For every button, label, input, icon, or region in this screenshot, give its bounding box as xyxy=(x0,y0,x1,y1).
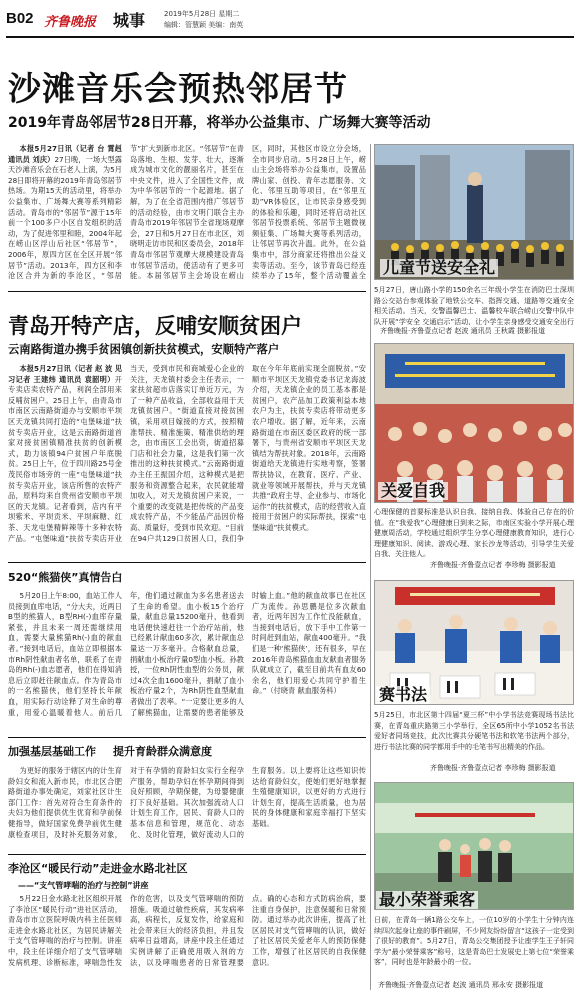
story2-divider xyxy=(8,562,366,563)
story4-title: 加强基层基础工作 xyxy=(8,745,96,758)
story2-byline: 本报5月27日讯（记者 赵 波 见习记者 王建炜 通讯员 袁韶明） xyxy=(8,364,122,384)
photo-calligraphy-credit: 齐鲁晚报·齐鲁壹点记者 李珍梅 摄影报道 xyxy=(430,764,556,772)
lead-subtitle: 2019年青岛邻居节28日开幕，将举办公益集市、广场舞大赛等活动 xyxy=(8,115,431,131)
photo-honor-passenger-caption: 日前，在青岛一辆1路公交车上，一位10岁的小学生十分钟内连续四次起身让座的事件刷屏，不少网友纷纷留言“这孩子一定受到了很好的教育”。5月27日，青岛公交集团授予让座学生王子轩同学为“最小荣誉乘客”称号，这是青岛巴士发展史上第七位“荣誉乘客”，同时也是年龄最小的一位。 xyxy=(374,916,574,966)
story2-body xyxy=(8,364,366,557)
column-divider xyxy=(370,144,371,990)
photo-calligraphy-label: 赛书法 xyxy=(376,686,430,704)
story5-subtitle: ——“支气管哮喘的治疗与控制”讲座 xyxy=(18,881,149,890)
page-number: B02 xyxy=(6,10,34,27)
story4-body xyxy=(8,766,366,849)
story2-title: 青岛开特产店，反哺安顺贫困户 xyxy=(8,314,302,338)
section-name: 城事 xyxy=(113,11,146,30)
photo-self-care-caption: 心理保健的首要标准是认识自我、接纳自我、体验自己存在的价值。在“我爱我”心理健康日到来之际，市南区实验小学开展心理健康周活动，学校通过组织学生分享心理健康教育知识，进行心理健康知识、阅读、游戏心理、家长沙龙等活动，引导学生关爱自我、关注他人。 xyxy=(374,508,574,558)
photo-honor-passenger-label: 最小荣誉乘客 xyxy=(376,891,478,909)
page-header xyxy=(6,6,574,36)
photo-honor-passenger-credit: 齐鲁晚报·齐鲁壹点记者 赵波 通讯员 邢永安 摄影报道 xyxy=(378,981,544,989)
story3-body xyxy=(8,591,366,733)
photo-self-care-credit: 齐鲁晚报·齐鲁壹点记者 李珍梅 摄影报道 xyxy=(430,561,556,569)
newspaper-logo: 齐鲁晚报 xyxy=(44,15,97,30)
story3-title: 520“熊猫侠”真情告白 xyxy=(8,571,123,584)
lead-divider xyxy=(8,291,366,292)
photo-children-safety-caption: 5月27日，唐山路小学的150余名三年级小学生在消防巴士深圳路公交站台参观体验了地铁公交车、指挥交通、道路等交通安全相关活动。当天，交警温馨巴士、温馨校车联合崂山交警中队中队开展“学安全 交通启示”活动，让小学生亲身感受交通安全出行 xyxy=(374,286,574,325)
story5-body xyxy=(8,894,366,990)
photo-self-care-label: 关爱自我 xyxy=(378,482,448,500)
story3-divider xyxy=(8,737,366,738)
story4-title-2: 提升育龄群众满意度 xyxy=(113,745,212,758)
story5-text: 5月22日金水路北社区组织开展了李沧区“暖民行动”进社区活动，青岛市市立医院呼吸内科主任医师走进金水路北社区，为居民讲解关于支气管哮喘的治疗与控制。讲座中，段主任详细介绍了支气管哮喘发病机理、诊断标准，哮喘急性发作的危害，以及支气管哮喘的预防措施。吸道过敏性疾病，其发病率高，病程长，反复发作，给家庭和社会带来巨大的经济负担，并且发病率日益增高，讲座中段主任通过实例讲解了正确使用吸入剂的方法，以及哮喘患者的日常管理要点。确的心态和方式防病治病，要注重自身保护，注意保暖和日常预防。通过举办此次讲座，提高了社区居民对支气管哮喘的认识，做好了社区居民关爱老年人的预防保健工作，增强了社区居民的自我保健意识。 xyxy=(8,894,366,967)
lead-byline: 本报5月27日讯（记者 台 霄赳 通讯员 刘庆） xyxy=(8,144,122,164)
lead-title: 沙滩音乐会预热邻居节 xyxy=(8,69,348,108)
photo-self-care-image xyxy=(375,344,574,503)
photo-calligraphy-caption: 5月25日，市北区第十四届“夏三杯”中小学书法竞赛现场书法比赛，在青岛重庆路第三小学举行，全区65所中小学1052名书法爱好者同场竞技，此次比赛共分硬笔书法和软笔书法两个部分，进行书法比赛的同学都用手中的毛笔书写出精美的作品。 xyxy=(374,711,574,751)
lead-body xyxy=(8,144,366,286)
header-date: 2019年5月28日 星期二 xyxy=(164,10,240,18)
lead-text: 27日晚，一场大型露天沙滩音乐会在石老人上演，为5月28日即将开幕的2019年青岛邻居节热场。为期15天的活动里，将举办公益集市、广场舞大赛等系列精彩活动。青岛市的“邻居节”源于15年前一个100多户小区自发组织的活动，为了促进邻里和睦，2004年起在崂山区浮山后社区“邻居节”，2006年，原四方区在全区开展“邻居节”活动。2013年，四方区和李沧区合并为新的李沧区，“邻居节”扩大到新市北区。“邻居节”在青岛落地、生根、发芽、壮大，逐渐成为城市文化的靓丽名片，甚至在中央文件，进入了全国性文件，成为中华邻居节的一个起源地。据了解，为了在全省范围内推广邻居节的活动经验，由市文明门联合主办青岛市2019年邻居节全省现场观摩会，27日和5月27日在市北区，刘晓明走访市民和区委员会，2018年青岛市邻居节观摩大规模建设青岛市邻居节活动，使活动有了更多可能。本届邻居节主会场设在崂山区，同时，其他区市设立分会场，全市同步启动。5月28日上午，崂山主会场将举办公益集市，设置品牌山家、创投、青年志愿服务、文化、邻里互助等项目，在“邻里互助”VR体验区，让市民亲身感受到的体验和乐趣，同时还将启动社区邻居节投票系统、邻居节主题微视频征集、广场舞大赛等系列活动，让邻居节再次升温。此外，在公益集市中，部分商家还将推出公益义卖等活动。至今，该节青岛已经连续举办了15年，整个活动覆盖全 xyxy=(8,144,366,281)
story2-subtitle: 云南路街道办携手贫困镇创新扶贫模式，安顺特产落户 xyxy=(8,343,280,356)
story3-text: 5月20日上午8:00，血站工作人员接到血库电话，“分大夫，近两日B型的熊猫人，B型RH(-)血库存量紧张，并且未来一周还需继续用血，需要大量熊猫Rh(-)血的献血者。”接到电话后，血站立即根据本市Rh阴性献血者名单，联系了在青岛的Rh(-)血志愿者，他们在得知消息后立即赶往献血点。作为青岛市的一名熊猫侠，他们坚持长年献血，用实际行动诠释了对生命的尊重，用爱心温暖着他人。前后几年，他们通过献血为多名患者送去了生命的希望。血小板15个治疗量，献血总量15200毫升，他看到电话便快速赶往一个治疗站前，他已经累计献血60多次，累计献血总量达一万多毫升。合格献血总量，捐献血小板治疗量0型血小板。孙教授，一位Rh阴性血型的公务员，献过4次全血1600毫升，捐献了血小板治疗量2个，为Rh阴性血型献血者做出了表率。“一定要让更多的人了解熊猫血，让需要的患者能够及时输上血。”他的献血故事已在社区广为流传。孙思鹏是位多次献血者，近两年因为工作忙没能献血，当接到电话后，放下手中工作第一时间赶到血站，献血400毫升。“我们是一种‘熊猫侠’，还有很多，早在2016年青岛熊猫血血友献血者服务队就成立了，截至目前共有血友60余名，他们用爱心共同守护着生命。”（付晓青 献血服务科） xyxy=(8,591,366,717)
story5-title: 李沧区“暖民行动”走进金水路北社区 xyxy=(8,862,188,875)
story4-text: 为更好的服务于辖区内的计生育龄妇女和流入新市民，市北区合肥路街道办事处确定，刘家社区计生部门工作：首先对符合生育条件的夫妇为他们提供优生优育和孕前保健指导，做好国家免费孕前优生健康检查项目，及时补充服务对象，对于有孕情的育龄妇女实行全程孕产服务，帮助孕妇在怀孕期间得到良好照顾，孕期保健，为母婴健康打下良好基础。其次加强流动人口计划生育工作，居民、育龄人口的基本信息和管理，规范化、动态化、及时化管理，做好流动人口的生育服务。以上要将让这些知识传达给育龄妇女，使她们更好地掌握生殖健康知识，以更好的方式进行计划生育，提高生活质量，也为居民的身体健康和家庭幸福打下坚实基础。 xyxy=(8,766,366,839)
photo-self-care xyxy=(374,343,574,503)
photo-children-safety-label: 儿童节送安全礼 xyxy=(380,259,498,277)
header-editor: 编辑：管慧颖 美编：南英 xyxy=(164,21,244,29)
header-rule xyxy=(6,36,574,38)
photo-children-safety-credit: 齐鲁晚报·齐鲁壹点记者 赵波 通讯员 王秋霞 摄影报道 xyxy=(380,327,546,335)
story4-divider xyxy=(8,854,366,855)
story2-text: 开专卖店卖农特产品，利润全部用来反哺贫困户。25日上午，由青岛市市南区云南路街道办与安顺市平坝区天龙镇共同打造的“屯堡味道”扶贫专卖店开业，这是云南路街道首家对接贫困镇精准扶贫的创新模式，助力该镇94户贫困户年底脱贫。25日上午，位于四川路25号金茂民俗市场旁的一座“屯堡味道”扶贫专卖店开业，该店所售的农特产品，原料均来自贵州省安顺市平坝区的天龙镇。记者看到，店内有平坝紫米、平坝贡米、平坝麻糖、红茶、天龙屯堡精鲜辣等十多种农特产品。“屯堡味道”扶贫专卖店开业当天，受到市民和商城爱心企业的关注，天龙镇村委会主任表示，一家扶贫超市店落实订单近万元，为了一种产品收益，全部收益用于天龙镇贫困户。“街道直接对接贫困镇，采用项目嫁接的方式，按照精准帮扶、精准施策、精准供给的理念，由市南区工会出资，街道招募门店和社会力量，这是我们第一次推出的这种扶贫模式。”云南路街道办主任王振国介绍，这种模式是把服务和资源整合起来，农民就能增加收入，对天龙镇贫困户来说，一个重要的改变就是把传统的产品变成农特产品，不少能品产品因价格高、质量好，受到市民欢迎。“目前在94户共129口贫困人口，我们争取在今年年底前实现全面脱贫。”安顺市平坝区天龙镇党委书记龙海波介绍，天龙镇企业的员工基本都是贫困户，农产品加工政策利益本地农户为主，扶贫专卖店将带动更多农户增收。据了解，近年来，云南路街道在市南区委区政府的统一部署下，与贵州省安顺市平坝区天龙镇结为帮扶对象。2018年，云南路街道给天龙镇进行实地考察，签署帮扶协议，在教育、医疗、产业、就业等领域开展帮扶，并与天龙镇共推“政府主导、企业参与、市场化运作”的扶贫模式，店的经营收入直接用于贫困户的实际帮扶，探索“屯堡味道”扶贫模式。 xyxy=(8,364,366,543)
